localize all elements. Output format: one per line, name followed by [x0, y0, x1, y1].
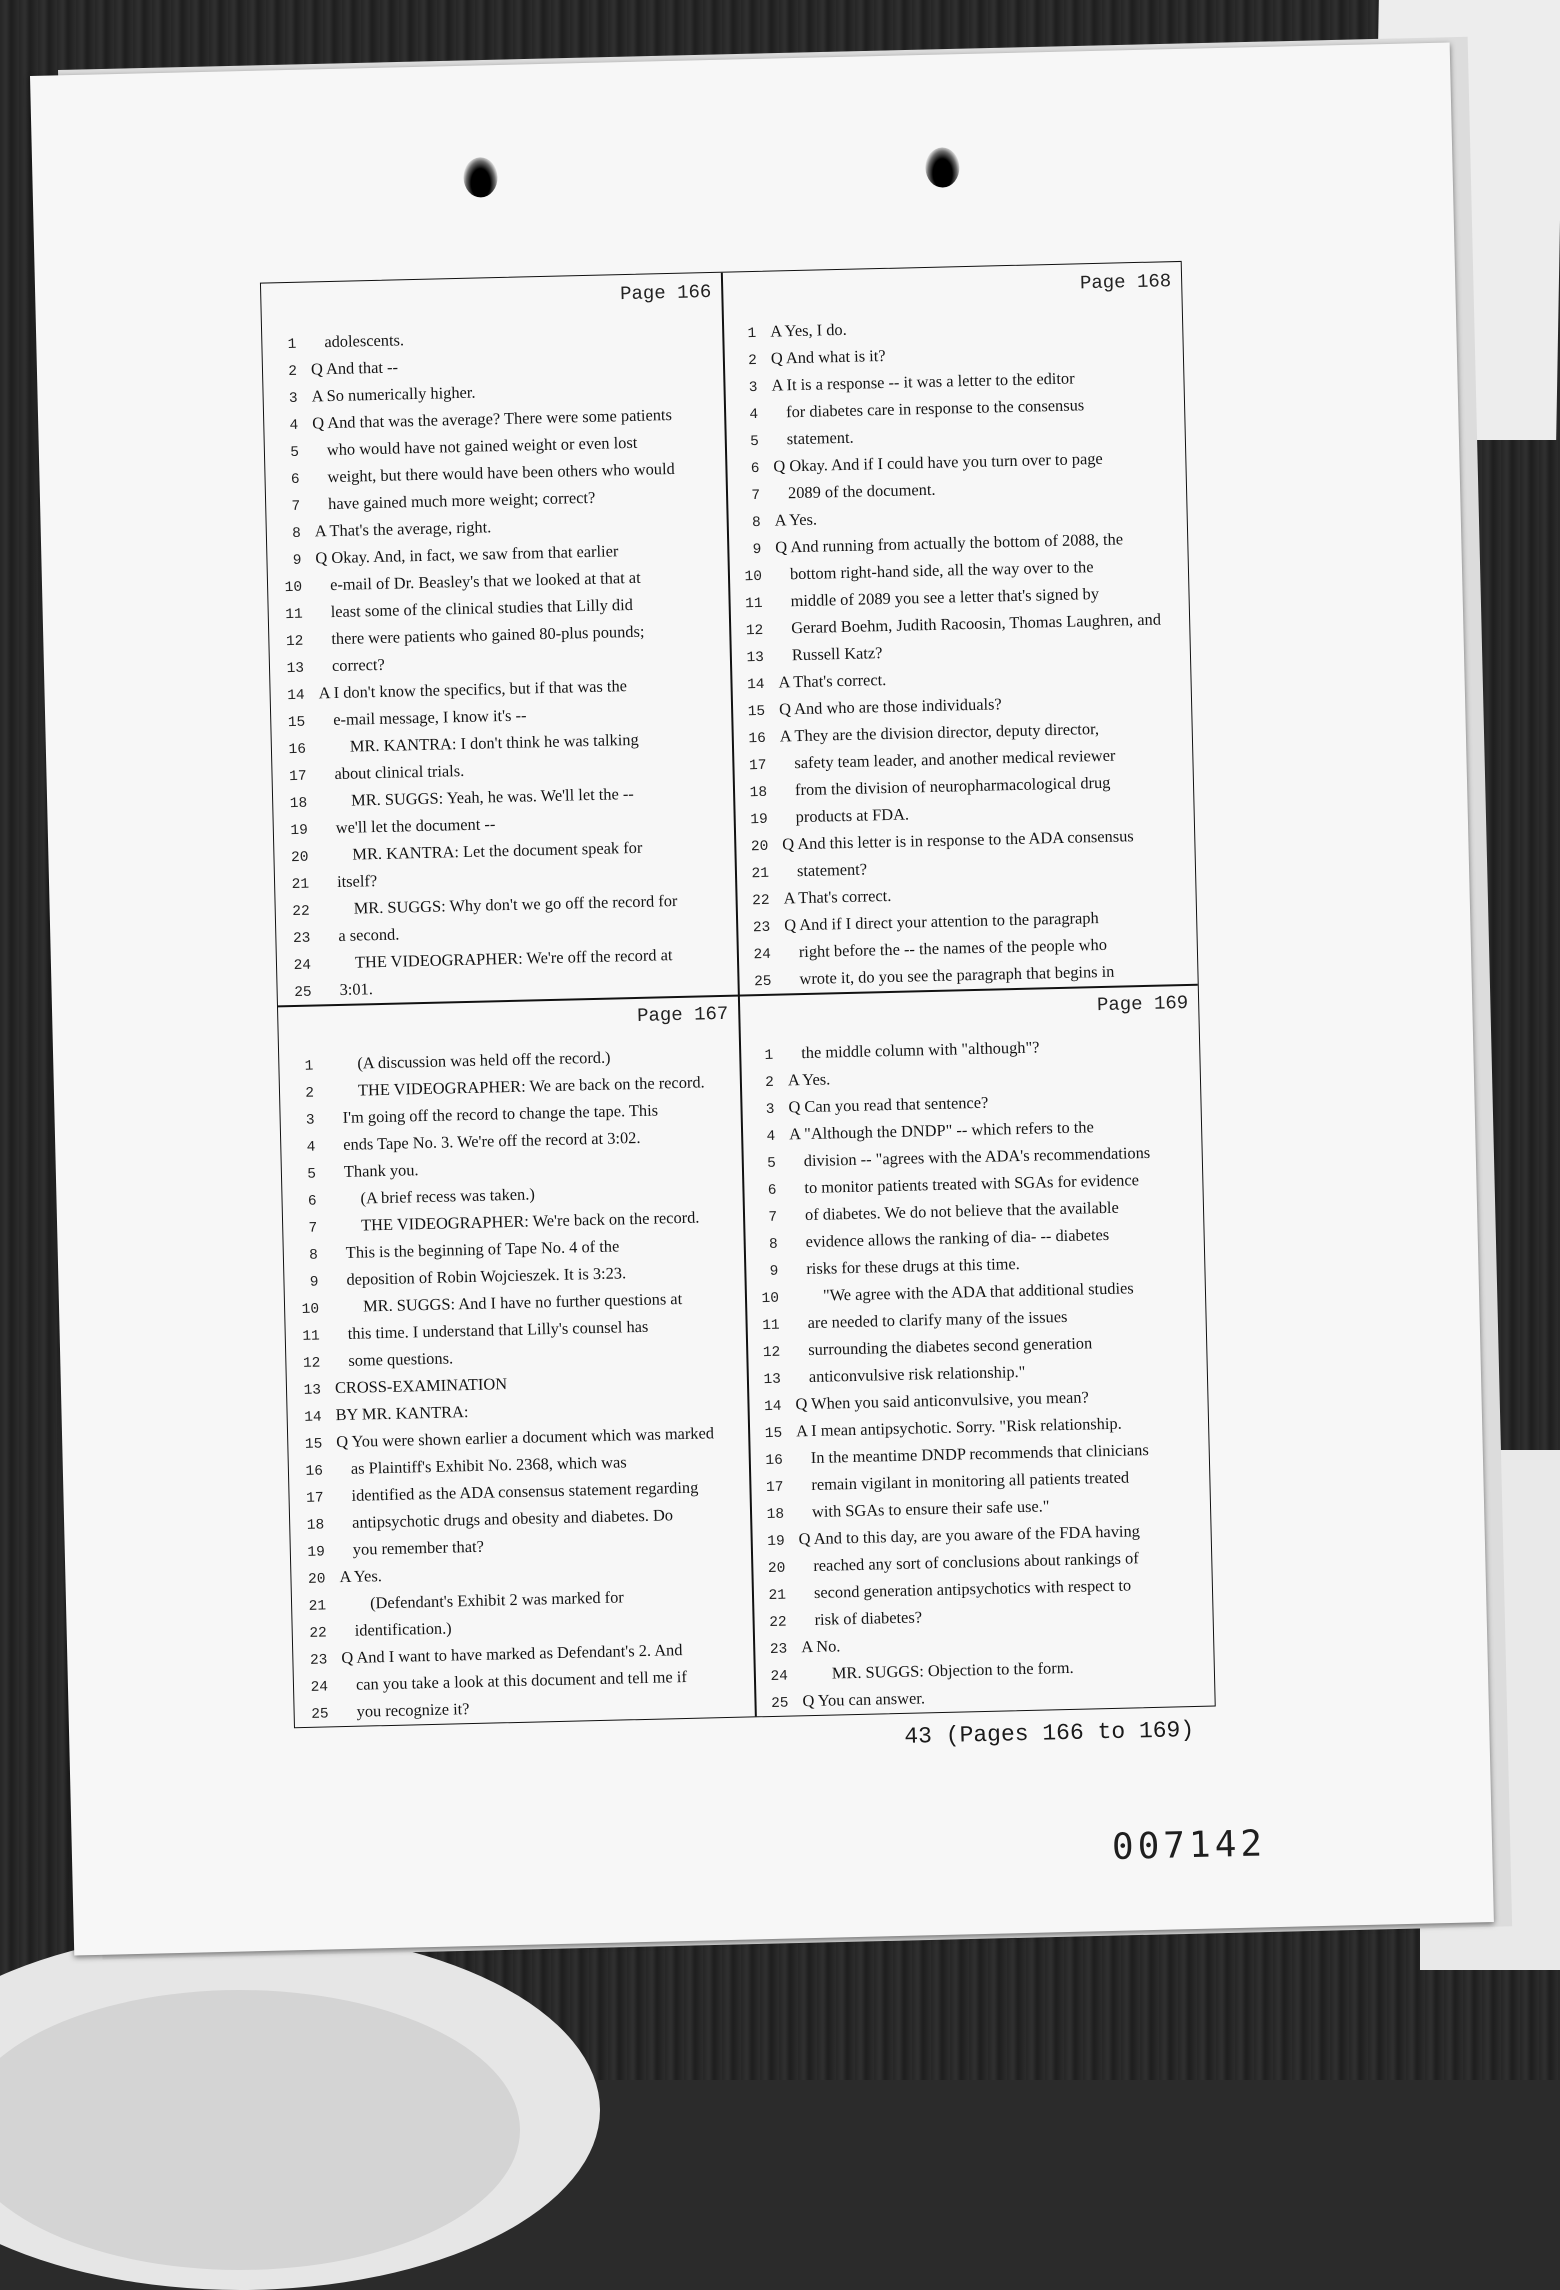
line-text: ends Tape No. 3. We're off the record at 3:02. — [343, 1127, 641, 1154]
line-text: this time. I understand that Lilly's counsel has — [347, 1316, 649, 1343]
line-number: 8 — [308, 1247, 319, 1264]
line-number: 21 — [291, 876, 310, 894]
line-text: are needed to clarify many of the issues — [807, 1306, 1068, 1333]
line-number: 16 — [748, 730, 767, 748]
line-number: 5 — [307, 1166, 317, 1183]
line-text: can you take a look at this document and tell me if — [355, 1666, 688, 1694]
line-text: Q You can answer. — [802, 1688, 926, 1711]
line-number: 20 — [767, 1560, 786, 1578]
line-number: 16 — [765, 1452, 784, 1470]
line-text: for diabetes care in response to the consensus — [785, 395, 1085, 422]
line-number: 10 — [284, 579, 303, 597]
line-number: 20 — [290, 849, 309, 867]
line-number: 3 — [305, 1112, 315, 1129]
transcript-sheet — [30, 43, 1494, 1956]
transcript-grid — [260, 261, 1216, 1728]
line-number: 18 — [766, 1506, 785, 1524]
line-number: 16 — [305, 1463, 324, 1480]
line-text: about clinical trials. — [334, 760, 465, 784]
line-number: 7 — [768, 1209, 778, 1226]
line-number: 11 — [302, 1328, 320, 1345]
line-text: Q And that -- — [310, 357, 399, 379]
line-text: some questions. — [348, 1348, 454, 1370]
line-number: 4 — [306, 1139, 316, 1156]
line-number: 23 — [292, 930, 311, 948]
line-number: 12 — [302, 1355, 321, 1372]
line-text: to monitor patients treated with SGAs for evidence — [804, 1170, 1140, 1198]
line-text: products at FDA. — [795, 804, 910, 827]
line-text: THE VIDEOGRAPHER: We're off the record at — [354, 945, 673, 972]
line-number: 6 — [290, 471, 300, 488]
line-number: 4 — [749, 406, 759, 424]
line-text: bottom right-hand side, all the way over to the — [789, 557, 1094, 584]
line-number: 14 — [304, 1409, 322, 1426]
page-title: Page 166 — [619, 281, 712, 306]
line-text: THE VIDEOGRAPHER: We are back on the record. — [357, 1072, 705, 1100]
line-text: adolescents. — [324, 330, 405, 352]
line-number: 22 — [292, 903, 310, 921]
line-number: 11 — [762, 1317, 780, 1335]
line-text: A That's the average, right. — [314, 517, 492, 541]
line-text: identification.) — [354, 1618, 452, 1640]
line-number: 21 — [751, 865, 770, 883]
line-number: 7 — [751, 487, 761, 505]
page-range-footer: 43 (Pages 166 to 169) — [904, 1717, 1195, 1750]
line-text: we'll let the document -- — [335, 814, 496, 838]
page-lines — [279, 1041, 755, 1727]
line-text: remain vigilant in monitoring all patients treated — [811, 1467, 1130, 1494]
line-number: 14 — [763, 1398, 782, 1416]
line-text: Russell Katz? — [791, 643, 883, 665]
line-text: "We agree with the ADA that additional studies — [822, 1278, 1134, 1305]
line-text: A No. — [800, 1636, 841, 1657]
line-number: 13 — [746, 649, 765, 667]
line-number: 7 — [308, 1220, 318, 1237]
line-number: 1 — [304, 1058, 314, 1075]
line-text: Q Can you read that sentence? — [788, 1092, 989, 1117]
line-text: (Defendant's Exhibit 2 was marked for — [369, 1587, 624, 1613]
line-text: I'm going off the record to change the tape. This — [342, 1100, 659, 1127]
line-text: THE VIDEOGRAPHER: We're back on the record. — [360, 1207, 700, 1235]
line-text: A That's correct. — [778, 669, 887, 692]
line-number: 5 — [766, 1155, 777, 1172]
line-text: of diabetes. We do not believe that the available — [804, 1197, 1119, 1225]
line-text: antipsychotic drugs and obesity and diabetes. Do — [351, 1505, 674, 1532]
line-text: statement? — [796, 859, 868, 881]
page-168-panel — [721, 262, 1198, 995]
line-number: 20 — [750, 838, 769, 856]
line-text: 3:01. — [339, 979, 374, 999]
line-text: Q Okay. And if I could have you turn over to page — [773, 448, 1103, 476]
line-text: BY MR. KANTRA: — [335, 1402, 469, 1425]
page-title: Page 168 — [1079, 270, 1172, 295]
line-number: 3 — [765, 1101, 775, 1118]
line-text: weight, but there would have been others who would — [327, 458, 675, 487]
line-text: second generation antipsychotics with respect to — [813, 1575, 1132, 1602]
line-number: 2 — [765, 1074, 775, 1091]
line-text: (A brief recess was taken.) — [360, 1184, 536, 1208]
line-number: 24 — [310, 1679, 329, 1696]
line-number: 8 — [768, 1236, 778, 1253]
line-number: 23 — [309, 1652, 328, 1669]
punch-hole-left — [463, 157, 498, 198]
line-number: 12 — [745, 622, 764, 640]
line-text: A Yes. — [774, 509, 818, 530]
line-number: 9 — [309, 1274, 319, 1291]
line-text: statement. — [786, 427, 854, 449]
line-text: you recognize it? — [356, 1699, 470, 1721]
line-number: 6 — [750, 460, 760, 478]
page-167-panel — [278, 995, 755, 1728]
line-text: from the division of neuropharmacological drug — [794, 772, 1111, 800]
line-text: the middle column with "although"? — [800, 1037, 1040, 1063]
line-text: MR. SUGGS: Yeah, he was. We'll let the -- — [350, 783, 634, 810]
line-number: 10 — [301, 1301, 320, 1318]
line-text: Q Okay. And, in fact, we saw from that earlier — [315, 541, 619, 568]
line-text: A That's correct. — [783, 885, 892, 908]
line-number: 15 — [747, 703, 766, 721]
line-number: 22 — [769, 1614, 787, 1632]
line-text: A It is a response -- it was a letter to the editor — [771, 368, 1075, 395]
page-title: Page 167 — [636, 1002, 729, 1027]
line-text: Q And that was the average? There were some patients — [312, 404, 673, 433]
line-text: identified as the ADA consensus statement regarding — [351, 1477, 699, 1505]
line-number: 18 — [306, 1517, 325, 1534]
line-number: 17 — [306, 1490, 324, 1507]
line-number: 24 — [293, 957, 312, 975]
line-text: In the meantime DNDP recommends that clinicians — [810, 1440, 1149, 1467]
line-number: 15 — [287, 714, 306, 732]
line-text: wrote it, do you see the paragraph that begins in — [799, 961, 1115, 989]
line-text: least some of the clinical studies that Lilly did — [330, 594, 634, 622]
line-text: right before the -- the names of the people who — [798, 934, 1108, 962]
line-number: 19 — [307, 1544, 326, 1561]
line-text: A I mean antipsychotic. Sorry. "Risk relationship. — [795, 1413, 1122, 1441]
page-lines — [262, 319, 738, 1005]
line-text: risk of diabetes? — [814, 1607, 923, 1629]
line-text: deposition of Robin Wojcieszek. It is 3:23. — [346, 1263, 627, 1289]
line-number: 8 — [751, 514, 761, 532]
line-text: A Yes. — [787, 1069, 831, 1090]
line-number: 3 — [288, 390, 298, 407]
page-169-panel — [738, 984, 1215, 1717]
line-number: 13 — [286, 660, 305, 678]
line-text: 2089 of the document. — [787, 479, 936, 503]
line-number: 11 — [745, 595, 763, 613]
line-number: 12 — [762, 1344, 781, 1362]
line-number: 25 — [294, 984, 312, 1002]
line-number: 11 — [285, 606, 303, 624]
line-text: (A discussion was held off the record.) — [357, 1047, 611, 1073]
line-number: 20 — [307, 1571, 326, 1588]
line-text: Q And I want to have marked as Defendant's 2. And — [341, 1640, 683, 1668]
line-text: Q And what is it? — [770, 345, 886, 368]
line-text: you remember that? — [352, 1536, 485, 1559]
line-number: 1 — [287, 336, 297, 354]
line-text: with SGAs to ensure their safe use." — [811, 1496, 1050, 1521]
line-text: A "Although the DNDP" -- which refers to the — [788, 1117, 1094, 1144]
line-number: 10 — [744, 568, 763, 586]
line-number: 1 — [747, 325, 757, 343]
line-text: Q And this letter is in response to the ADA consensus — [782, 826, 1134, 854]
line-number: 2 — [305, 1085, 315, 1102]
line-text: A Yes. — [339, 1566, 383, 1587]
line-number: 25 — [311, 1706, 329, 1723]
line-number: 15 — [764, 1425, 783, 1443]
line-text: MR. KANTRA: I don't think he was talking — [349, 729, 639, 756]
page-lines — [722, 308, 1198, 994]
line-number: 17 — [288, 768, 307, 786]
line-text: CROSS-EXAMINATION — [334, 1374, 508, 1398]
line-text: MR. SUGGS: Objection to the form. — [831, 1657, 1074, 1683]
line-number: 23 — [769, 1641, 788, 1659]
line-text: A So numerically higher. — [311, 382, 476, 406]
page-166-panel — [261, 273, 738, 1006]
line-text: risks for these drugs at this time. — [806, 1254, 1020, 1279]
line-number: 18 — [749, 784, 768, 802]
line-number: 25 — [770, 1695, 789, 1712]
line-text: Q And running from actually the bottom of 2088, the — [775, 529, 1124, 557]
line-number: 2 — [748, 352, 758, 370]
line-number: 19 — [750, 811, 768, 829]
line-number: 3 — [748, 379, 758, 397]
line-number: 9 — [752, 541, 762, 559]
line-text: surrounding the diabetes second generation — [807, 1333, 1093, 1360]
line-number: 1 — [764, 1047, 774, 1064]
line-text: A They are the division director, deputy director, — [779, 718, 1100, 746]
line-text: MR. SUGGS: Why don't we go off the record for — [353, 890, 678, 918]
line-number: 13 — [763, 1371, 782, 1389]
line-number: 12 — [285, 633, 304, 651]
line-number: 13 — [303, 1382, 322, 1399]
line-text: e-mail message, I know it's -- — [333, 705, 527, 730]
line-number: 17 — [765, 1479, 784, 1497]
line-text: A Yes, I do. — [769, 319, 847, 341]
line-number: 25 — [753, 973, 772, 991]
line-text: e-mail of Dr. Beasley's that we looked at that at — [329, 567, 641, 595]
line-number: 24 — [770, 1668, 789, 1685]
line-text: middle of 2089 you see a letter that's signed by — [790, 583, 1100, 611]
page-title: Page 169 — [1096, 991, 1189, 1017]
line-number: 4 — [289, 417, 299, 434]
line-number: 14 — [287, 687, 305, 705]
line-text: Thank you. — [343, 1160, 419, 1181]
line-number: 17 — [748, 757, 767, 775]
line-number: 23 — [752, 919, 771, 937]
line-text: correct? — [331, 654, 385, 676]
line-number: 9 — [292, 552, 302, 569]
line-text: itself? — [336, 871, 378, 891]
line-number: 7 — [291, 498, 301, 515]
line-number: 19 — [290, 822, 309, 840]
line-number: 16 — [288, 741, 307, 759]
line-number: 6 — [307, 1193, 317, 1210]
line-number: 21 — [308, 1598, 327, 1615]
line-text: A I don't know the specifics, but if that was the — [318, 676, 628, 703]
line-number: 22 — [752, 892, 770, 910]
line-text: Q And to this day, are you aware of the FDA having — [798, 1521, 1141, 1549]
line-number: 5 — [749, 433, 760, 451]
page-lines — [739, 1030, 1215, 1716]
line-text: have gained much more weight; correct? — [327, 487, 596, 514]
line-text: Gerard Boehm, Judith Racoosin, Thomas Laughren, and — [790, 609, 1162, 638]
line-text: safety team leader, and another medical reviewer — [794, 745, 1116, 773]
line-text: MR. SUGGS: And I have no further questions at — [362, 1288, 683, 1316]
line-text: This is the beginning of Tape No. 4 of the — [345, 1236, 620, 1262]
line-number: 9 — [769, 1263, 779, 1280]
line-text: MR. KANTRA: Let the document speak for — [352, 837, 643, 864]
line-text: Q When you said anticonvulsive, you mean? — [795, 1387, 1089, 1414]
line-number: 5 — [290, 444, 300, 461]
line-number: 18 — [289, 795, 308, 813]
line-text: as Plaintiff's Exhibit No. 2368, which was — [350, 1452, 627, 1478]
line-number: 14 — [746, 676, 765, 694]
line-number: 15 — [304, 1436, 323, 1453]
line-number: 24 — [753, 946, 772, 964]
line-number: 2 — [288, 363, 298, 380]
line-text: there were patients who gained 80-plus pounds; — [331, 621, 645, 649]
line-text: division -- "agrees with the ADA's recommendations — [803, 1142, 1151, 1171]
line-number: 22 — [309, 1625, 327, 1642]
line-text: a second. — [338, 924, 400, 945]
line-text: reached any sort of conclusions about rankings of — [813, 1548, 1139, 1575]
line-number: 6 — [767, 1182, 777, 1199]
punch-hole-right — [925, 147, 960, 188]
line-text: anticonvulsive risk relationship." — [808, 1361, 1026, 1387]
bates-number: 007142 — [1111, 1823, 1267, 1868]
line-text: evidence allows the ranking of dia- -- diabetes — [805, 1224, 1110, 1252]
line-text: Q And if I direct your attention to the paragraph — [783, 908, 1099, 935]
line-text: who would have not gained weight or even lost — [326, 432, 638, 460]
line-number: 19 — [767, 1533, 785, 1551]
line-text: Q And who are those individuals? — [778, 694, 1002, 719]
line-number: 10 — [761, 1290, 780, 1308]
line-text: Q You were shown earlier a document which was marked — [336, 1423, 715, 1452]
line-number: 8 — [291, 525, 302, 542]
line-number: 4 — [766, 1128, 776, 1145]
line-number: 21 — [768, 1587, 787, 1605]
